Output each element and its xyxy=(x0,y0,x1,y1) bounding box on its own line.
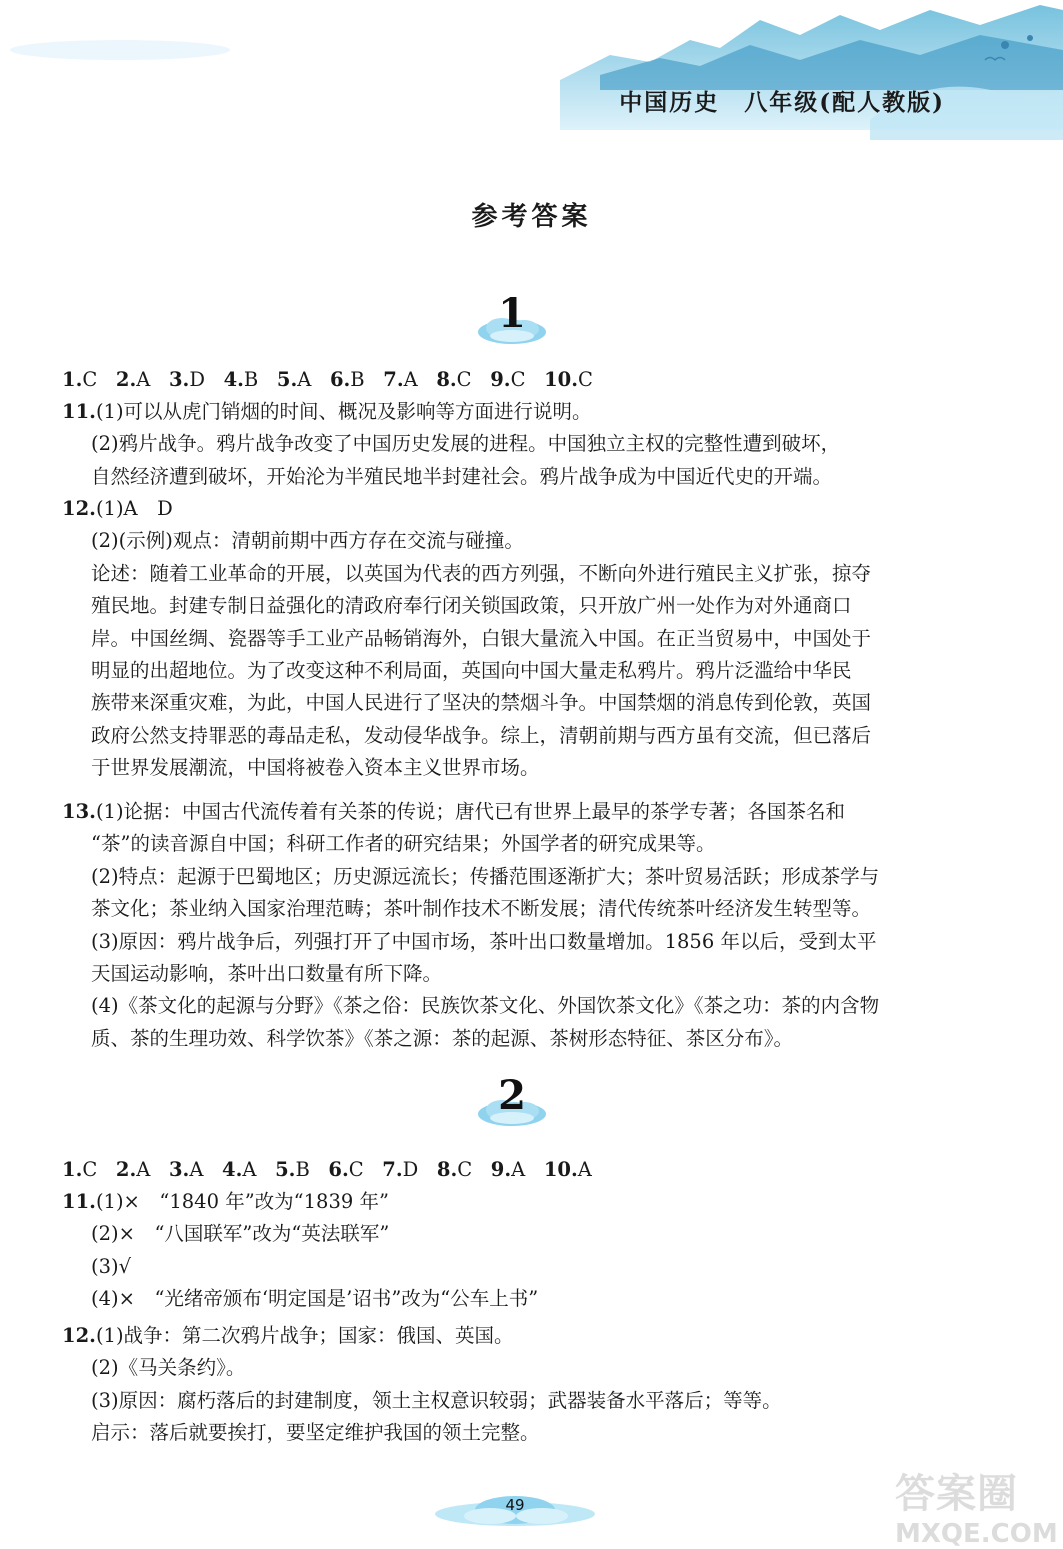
mc-answer: A xyxy=(511,1158,526,1181)
answer-text: 族带来深重灾难，为此，中国人民进行了坚决的禁烟斗争。中国禁烟的消息传到伦敦，英国 xyxy=(91,691,872,715)
mc-answer: A xyxy=(403,368,418,391)
answer-text: (1)可以从虎门销烟的时间、概况及影响等方面进行说明。 xyxy=(95,400,592,423)
question-number: 11. xyxy=(62,1190,96,1213)
mc-number: 3. xyxy=(168,368,190,391)
mc-number: 9. xyxy=(490,368,511,391)
section-badge-2 xyxy=(472,1074,552,1134)
answer-text: (4)× “光绪帝颁布‘明定国是’诏书”改为“公车上书” xyxy=(91,1287,539,1311)
mc-answer: A xyxy=(577,1158,592,1181)
page-number: 49 xyxy=(505,1496,525,1514)
watermark-logo xyxy=(895,1462,1058,1549)
mc-number: 5. xyxy=(276,368,298,391)
answer-text: (3)原因：鸦片战争后，列强打开了中国市场，茶叶出口数量增加。1856 年以后，受到太平 xyxy=(91,929,877,953)
answer-text: (1)战争：第二次鸦片战争；国家：俄国、英国。 xyxy=(95,1324,514,1347)
question-12-block xyxy=(62,1320,962,1450)
question-13-block xyxy=(62,796,962,1055)
page-title: 参考答案 xyxy=(471,202,592,232)
section-badge-1 xyxy=(472,292,552,352)
mc-number: 4. xyxy=(223,368,244,391)
mc-number: 8. xyxy=(436,368,457,391)
mc-number: 1. xyxy=(62,1158,83,1181)
answer-text: (2)× “八国联军”改为“英法联军” xyxy=(91,1222,390,1246)
mc-number: 6. xyxy=(329,368,351,391)
mc-answers-row xyxy=(62,1154,592,1186)
mc-answer: A xyxy=(189,1158,204,1181)
answer-text: (2)《马关条约》。 xyxy=(91,1356,246,1380)
question-12-block xyxy=(62,493,962,785)
answer-text: (2)(示例)观点：清朝前期中西方存在交流与碰撞。 xyxy=(91,529,524,553)
mc-number: 2. xyxy=(115,368,137,391)
answer-text: (1)× “1840 年”改为“1839 年” xyxy=(95,1190,389,1213)
question-number: 13. xyxy=(62,800,96,823)
mc-answer: A xyxy=(242,1158,257,1181)
mc-answer: C xyxy=(457,1158,473,1181)
answer-text: 自然经济遭到破坏，开始沦为半殖民地半封建社会。鸦片战争成为中国近代史的开端。 xyxy=(91,464,833,488)
mc-number: 4. xyxy=(222,1158,243,1181)
mc-answer: C xyxy=(578,368,593,391)
mc-number: 2. xyxy=(115,1158,137,1181)
mc-answer: B xyxy=(243,368,259,391)
mc-answer: C xyxy=(510,368,526,391)
book-title: 中国历史 八年级(配人教版) xyxy=(619,89,945,116)
mc-answer: D xyxy=(402,1158,419,1181)
watermark-subtext: MXQE.COM xyxy=(895,1519,1058,1549)
mc-answer: A xyxy=(297,368,312,391)
mc-number: 10. xyxy=(544,368,579,391)
question-number: 11. xyxy=(62,400,96,423)
section-number: 1 xyxy=(498,290,526,337)
answer-text: 茶文化；茶业纳入国家治理范畴；茶叶制作技术不断发展；清代传统茶叶经济发生转型等。 xyxy=(91,897,872,921)
answer-text: 论述：随着工业革命的开展，以英国为代表的西方列强，不断向外进行殖民主义扩张，掠夺 xyxy=(91,561,872,585)
watermark-text: 答案圈 xyxy=(895,1471,1018,1517)
answer-text: 殖民地。封建专制日益强化的清政府奉行闭关锁国政策，只开放广州一处作为对外通商口 xyxy=(91,594,852,618)
mc-answers-row xyxy=(62,364,593,396)
answer-text: “茶”的读音源自中国；科研工作者的研究结果；外国学者的研究成果等。 xyxy=(91,832,716,856)
answer-text: 质、茶的生理功效、科学饮茶》《茶之源：茶的起源、茶树形态特征、茶区分布》。 xyxy=(91,1026,794,1050)
answer-text: 明显的出超地位。为了改变这种不利局面，英国向中国大量走私鸦片。鸦片泛滥给中华民 xyxy=(91,659,852,683)
mc-number: 9. xyxy=(490,1158,512,1181)
mc-number: 1. xyxy=(62,368,83,391)
answer-text: (3)√ xyxy=(91,1254,132,1278)
mc-number: 6. xyxy=(328,1158,349,1181)
section-number: 2 xyxy=(498,1072,526,1119)
mc-number: 5. xyxy=(275,1158,296,1181)
question-11-block xyxy=(62,396,962,493)
answer-text: (1)论据：中国古代流传着有关茶的传说；唐代已有世界上最早的茶学专著；各国茶名和 xyxy=(95,800,846,823)
answer-text: 于世界发展潮流，中国将被卷入资本主义世界市场。 xyxy=(91,756,540,780)
question-11-block xyxy=(62,1186,962,1316)
answer-text: (1)A D xyxy=(95,497,173,520)
answer-text: (2)鸦片战争。鸦片战争改变了中国历史发展的进程。中国独立主权的完整性遭到破坏， xyxy=(91,432,841,456)
mc-number: 8. xyxy=(436,1158,458,1181)
mc-number: 3. xyxy=(168,1158,190,1181)
question-number: 12. xyxy=(62,1324,96,1347)
answer-text: 启示：落后就要挨打，要坚定维护我国的领土完整。 xyxy=(91,1421,540,1445)
mc-answer: C xyxy=(82,368,98,391)
mc-number: 7. xyxy=(383,368,404,391)
header-landscape-decoration xyxy=(0,0,1063,140)
page-number-badge xyxy=(430,1490,600,1530)
answer-text: 岸。中国丝绸、瓷器等手工业产品畅销海外，白银大量流入中国。在正当贸易中，中国处于 xyxy=(91,626,872,650)
question-number: 12. xyxy=(62,497,96,520)
mc-number: 10. xyxy=(543,1158,578,1181)
answer-text: 政府公然支持罪恶的毒品走私，发动侵华战争。综上，清朝前期与西方虽有交流，但已落后 xyxy=(91,723,872,747)
mc-answer: B xyxy=(295,1158,310,1181)
mc-number: 7. xyxy=(382,1158,403,1181)
answer-text: (3)原因：腐朽落后的封建制度，领土主权意识较弱；武器装备水平落后；等等。 xyxy=(91,1388,782,1412)
mc-answer: B xyxy=(350,368,365,391)
mc-answer: C xyxy=(348,1158,364,1181)
mc-answer: C xyxy=(456,368,472,391)
mc-answer: A xyxy=(136,1158,151,1181)
answer-text: (4)《茶文化的起源与分野》《茶之俗：民族饮茶文化、外国饮茶文化》《茶之功：茶的内含物 xyxy=(91,994,880,1018)
answer-text: 天国运动影响，茶叶出口数量有所下降。 xyxy=(91,962,443,986)
mc-answer: C xyxy=(82,1158,98,1181)
answer-text: (2)特点：起源于巴蜀地区；历史源远流长；传播范围逐渐扩大；茶叶贸易活跃；形成茶学与 xyxy=(91,864,880,888)
mc-answer: A xyxy=(136,368,151,391)
mc-answer: D xyxy=(189,368,205,391)
